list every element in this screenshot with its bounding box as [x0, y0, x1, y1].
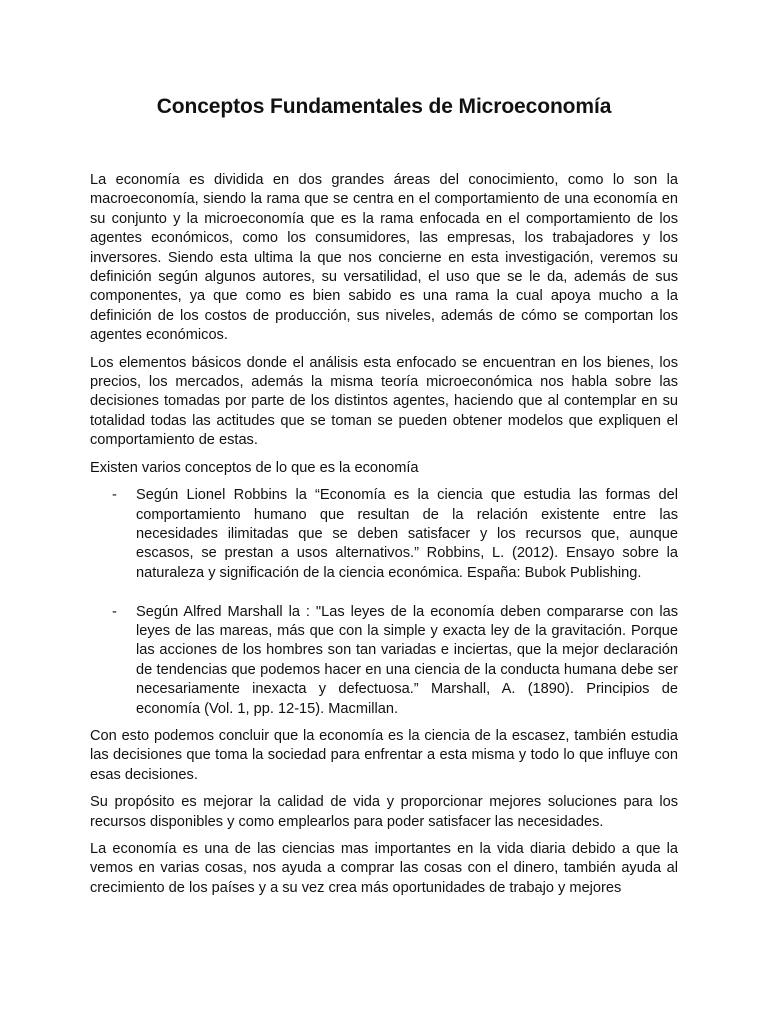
paragraph-purpose: Su propósito es mejorar la calidad de vida y proporcionar mejores soluciones para los recursos disponibles y como emplearlos para poder satisfacer las necesidades. [90, 794, 678, 830]
document-title: Conceptos Fundamentales de Microeconomía [156, 95, 612, 118]
dash-bullet-icon: - [112, 487, 117, 504]
paragraph-elements: Los elementos básicos donde el análisis esta enfocado se encuentran en los bienes, los precios, los mercados, además la misma teoría microeconómica nos habla sobre las decisiones tomadas por parte de los distintos agentes, haciendo que al contemplar en su totalidad todas las actitudes que se toman se pueden obtener modelos que expliquen el comportamiento de estas. [90, 354, 678, 449]
list-item-text: Según Alfred Marshall la : "Las leyes de la economía deben compararse con las leyes de las mareas, más que con la simple y exacta ley de la gravitación. Porque las acciones de los hombres son tan variadas e inciertas, que la mejor declaración de tendencias que podemos hacer en una ciencia de la conducta humana debe ser necesariamente inexacta y defectuosa.” Marshall, A. (1890). Principios de economía (Vol. 1, pp. 12-15). Macmillan. [136, 603, 678, 717]
list-item-robbins [90, 486, 678, 583]
list-item-marshall [90, 603, 678, 719]
definitions-list [90, 486, 678, 719]
list-item-text: Según Lionel Robbins la “Economía es la ciencia que estudia las formas del comportamiento humano que resultan de la relación existente entre las necesidades ilimitadas que se deben satisfacer y los recursos que, aunque escasos, se prestan a usos alternativos.” Robbins, L. (2012). Ensayo sobre la naturaleza y significación de la ciencia económica. España: Bubok Publishing. [136, 487, 678, 581]
paragraph-conclusion: Con esto podemos concluir que la economía es la ciencia de la escasez, también estudia las decisiones que toma la sociedad para enfrentar a esta misma y todo lo que influye con esas decisiones. [90, 727, 678, 783]
paragraph-importance: La economía es una de las ciencias mas importantes en la vida diaria debido a que la vemos en varias cosas, nos ayuda a comprar las cosas con el dinero, también ayuda al crecimiento de los países y a su vez crea más oportunidades de trabajo y mejores [90, 840, 678, 896]
paragraph-concepts-lead: Existen varios conceptos de lo que es la economía [90, 459, 419, 476]
paragraph-intro: La economía es dividida en dos grandes áreas del conocimiento, como lo son la macroeconomía, siendo la rama que se centra en el comportamiento de una economía en su conjunto y la microeconomía que es la rama enfocada en el comportamiento de los agentes económicos, como los consumidores, las empresas, los trabajadores y los inversores. Siendo esta ultima la que nos concierne en esta investigación, veremos su definición según algunos autores, su versatilidad, el uso que se le da, además de sus componentes, ya que como es bien sabido es una rama la cual apoya mucho a la definición de los costos de producción, sus niveles, además de cómo se comportan los agentes económicos. [90, 172, 678, 344]
dash-bullet-icon: - [112, 603, 117, 620]
